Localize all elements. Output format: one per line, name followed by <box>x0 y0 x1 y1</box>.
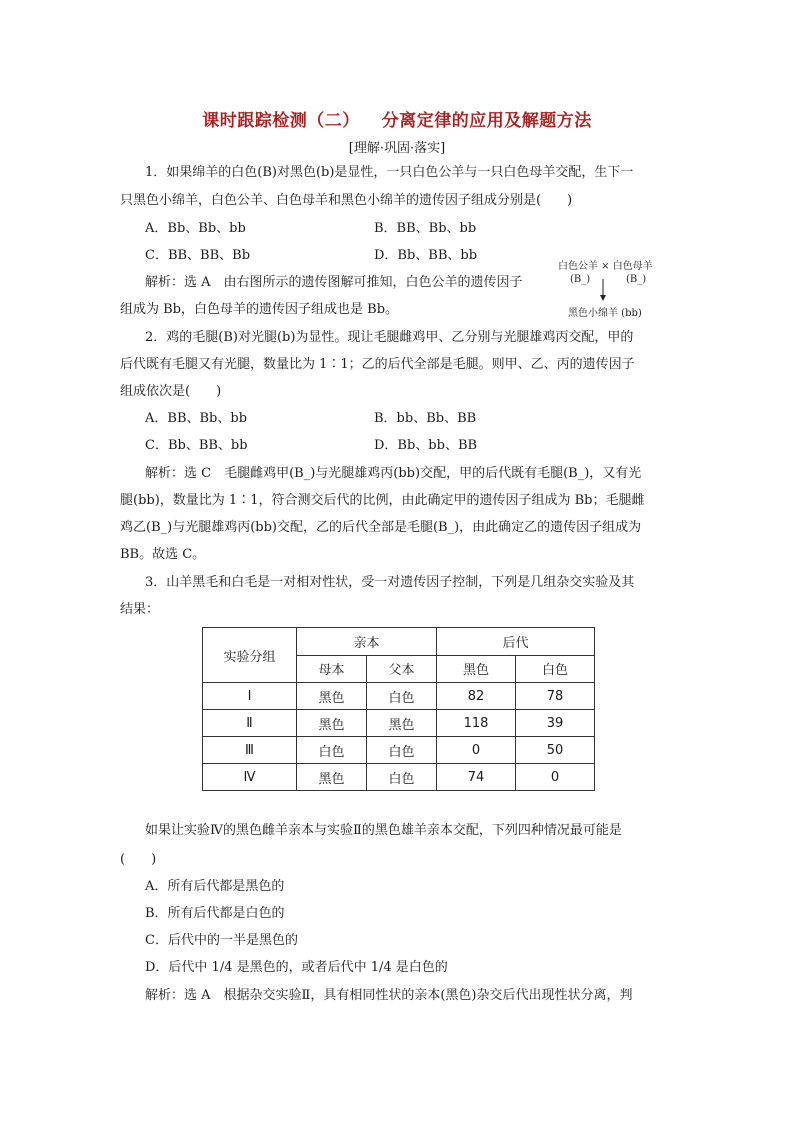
table-row <box>203 737 595 764</box>
q2-analysis-line2: 腿(bb)，数量比为 1∶1，符合测交后代的比例，由此确定甲的遗传因子组成为 Bb；毛腿雌 <box>120 493 645 508</box>
cell-father: 白色 <box>367 737 437 764</box>
page-title <box>0 106 794 131</box>
q1-option-c: C．BB、BB、Bb <box>145 248 251 263</box>
cell-black: 74 <box>437 764 516 791</box>
q2-stem-line3: 组成依次是( ) <box>120 384 222 399</box>
cell-group: Ⅰ <box>203 683 297 710</box>
cell-white: 50 <box>516 737 595 764</box>
cell-mother: 黑色 <box>297 764 367 791</box>
genetic-diagram <box>548 257 678 321</box>
diagram-right-genotype: (B_) <box>626 274 647 285</box>
header-parents: 亲本 <box>297 628 437 656</box>
cell-white: 0 <box>516 764 595 791</box>
q1-analysis-line2: 组成为 Bb，白色母羊的遗传因子组成也是 Bb。 <box>120 302 399 317</box>
cell-group: Ⅲ <box>203 737 297 764</box>
q1-stem-line2: 只黑色小绵羊，白色公羊、白色母羊和黑色小绵羊的遗传因子组成分别是( ) <box>120 193 573 208</box>
cell-mother: 黑色 <box>297 710 367 737</box>
table-row <box>203 710 595 737</box>
section-subtitle: [理解·巩固·落实] <box>348 141 446 156</box>
title-part2: 分离定律的应用及解题方法 <box>381 111 592 131</box>
q2-analysis-line3: 鸡乙(B_)与光腿雄鸡丙(bb)交配，乙的后代全部是毛腿(B_)，由此确定乙的遗传因子组成为 <box>120 520 642 535</box>
q2-stem-line2: 后代既有毛腿又有光腿，数量比为 1∶1；乙的后代全部是毛腿。则甲、乙、丙的遗传因子 <box>120 357 635 372</box>
q2-option-c: C．Bb、BB、bb <box>145 438 248 453</box>
q1-option-b: B．BB、Bb、bb <box>374 221 477 236</box>
cell-group: Ⅱ <box>203 710 297 737</box>
q1-option-d: D．Bb、BB、bb <box>374 248 478 263</box>
title-part1: 课时跟踪检测（二） <box>202 111 360 131</box>
q2-option-a: A．BB、Bb、bb <box>145 411 248 426</box>
cell-black: 118 <box>437 710 516 737</box>
q1-stem-line1: 1．如果绵羊的白色(B)对黑色(b)是显性，一只白色公羊与一只白色母羊交配，生下一 <box>145 165 634 180</box>
diagram-left-genotype: (B_) <box>570 274 591 285</box>
q1-analysis-line1: 解析：选 A 由右图所示的遗传图解可推知，白色公羊的遗传因子 <box>145 275 523 290</box>
cell-group: Ⅳ <box>203 764 297 791</box>
q3-option-a: A．所有后代都是黑色的 <box>145 879 285 894</box>
diagram-offspring: 黑色小绵羊 (bb) <box>568 308 642 319</box>
q3-question-line1: 如果让实验Ⅳ的黑色雌羊亲本与实验Ⅱ的黑色雄羊亲本交配，下列四种情况最可能是 <box>145 823 622 838</box>
cell-father: 黑色 <box>367 710 437 737</box>
header-offspring: 后代 <box>437 628 595 656</box>
q2-analysis-line4: BB。故选 C。 <box>120 547 206 562</box>
header-white: 白色 <box>516 655 595 683</box>
cell-father: 白色 <box>367 764 437 791</box>
results-table <box>202 627 595 791</box>
cell-white: 39 <box>516 710 595 737</box>
header-group: 实验分组 <box>203 628 297 683</box>
q2-stem-line1: 2．鸡的毛腿(B)对光腿(b)为显性。现让毛腿雌鸡甲、乙分别与光腿雄鸡丙交配，甲的 <box>145 330 634 345</box>
q3-option-d: D．后代中 1/4 是黑色的，或者后代中 1/4 是白色的 <box>145 960 448 975</box>
table-row <box>203 764 595 791</box>
q1-option-a: A．Bb、Bb、bb <box>145 221 246 236</box>
q2-option-d: D．Bb、bb、BB <box>374 438 478 453</box>
header-black: 黑色 <box>437 655 516 683</box>
cell-father: 白色 <box>367 683 437 710</box>
header-father: 父本 <box>367 655 437 683</box>
header-mother: 母本 <box>297 655 367 683</box>
cell-white: 78 <box>516 683 595 710</box>
q3-question-line2: ( ) <box>120 852 157 867</box>
q3-stem-line2: 结果： <box>120 602 160 617</box>
q3-stem-line1: 3．山羊黑毛和白毛是一对相对性状，受一对遗传因子控制，下列是几组杂交实验及其 <box>145 575 635 590</box>
q2-option-b: B．bb、Bb、BB <box>374 411 477 426</box>
cell-mother: 黑色 <box>297 683 367 710</box>
cell-black: 0 <box>437 737 516 764</box>
cell-mother: 白色 <box>297 737 367 764</box>
q2-analysis-line1: 解析：选 C 毛腿雌鸡甲(B_)与光腿雄鸡丙(bb)交配，甲的后代既有毛腿(B_)，又有光 <box>145 466 642 481</box>
q3-option-c: C．后代中的一半是黑色的 <box>145 933 298 948</box>
table-row <box>203 683 595 710</box>
cell-black: 82 <box>437 683 516 710</box>
q3-analysis-line1: 解析：选 A 根据杂交实验Ⅱ，具有相同性状的亲本(黑色)杂交后代出现性状分离，判 <box>145 988 633 1003</box>
diagram-parents: 白色公羊 × 白色母羊 <box>558 261 653 272</box>
q3-option-b: B．所有后代都是白色的 <box>145 906 285 921</box>
